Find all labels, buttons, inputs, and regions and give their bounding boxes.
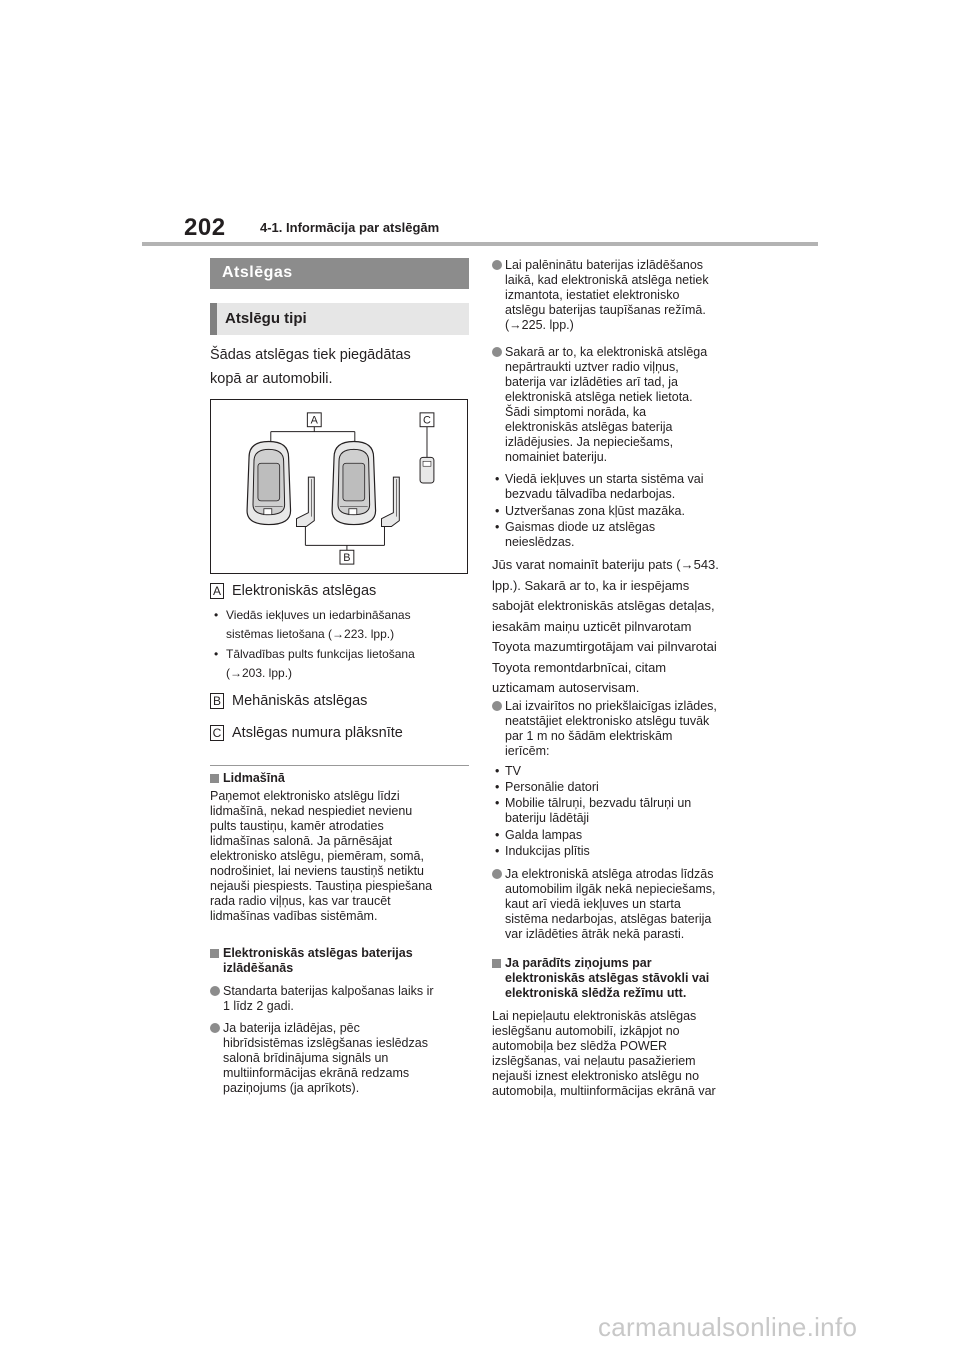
lidmasina-heading <box>210 771 470 786</box>
heading-text: Lidmašīnā <box>223 771 285 785</box>
text-line: izlādējusies. Ja nepieciešams, <box>505 435 674 449</box>
text-line: neieslēdzas. <box>505 535 575 549</box>
text-line: izslēgšanas, vai neļautu pasažieriem <box>492 1054 696 1068</box>
text-line: Šādi simptomi norāda, ka <box>505 405 647 419</box>
heading-text: Atslēgas <box>222 264 293 281</box>
text-line: nejauši iznest elektronisko atslēgu no <box>492 1069 700 1083</box>
text-line: automobilim ilgāk nekā nepieciešams, <box>505 882 716 896</box>
text-line: 1 līdz 2 gadi. <box>223 999 294 1013</box>
watermark: carmanualsonline.info <box>598 1312 858 1342</box>
text-line: Viedā iekļuves un starta sistēma vai <box>505 472 704 486</box>
text-line: uzticamam autoservisam. <box>492 680 640 695</box>
text-line: nomainiet bateriju. <box>505 450 608 464</box>
mechanical-key-1 <box>296 477 314 526</box>
smart-key-2 <box>332 442 375 525</box>
text-line: lidmašīnas salonā. Ja pārnēsājat <box>210 834 393 848</box>
text-line: paziņojums (ja aprīkots). <box>223 1081 360 1095</box>
heading-line: Ja parādīts ziņojums par <box>505 956 652 970</box>
text-line: ieslēgšanu automobilī, izkāpjot no <box>492 1024 680 1038</box>
text-line: automobiļa, multiinformācijas ekrānā var <box>492 1084 716 1098</box>
right-note-2 <box>492 345 754 465</box>
text-line: Gaismas diode uz atslēgas <box>505 520 656 534</box>
text-line: (→225. lpp.) <box>505 318 574 332</box>
text-line: Toyota mazumtirgotājam vai pilnvarotai <box>492 639 717 654</box>
text-line: elektroniskās atslēgas baterija <box>505 420 673 434</box>
text-line: multiinformācijas ekrānā redzams <box>223 1066 410 1080</box>
text-line: Ja baterija izlādējas, pēc <box>223 1021 360 1035</box>
device-lamps: • Galda lampas <box>492 828 754 843</box>
text-line: Jūs varat nomainīt bateriju pats (→543. <box>492 557 719 572</box>
item-a <box>210 583 376 599</box>
figure-label-c: C <box>423 414 431 427</box>
text-line: lidmašīnā, nekad nespiediet nevienu <box>210 804 413 818</box>
symptom-1: • Viedā iekļuves un starta sistēma vai bezvadu tālvadība nedarbojas. <box>492 472 754 502</box>
bullet-line: Tālvadības pults funkcijas lietošana <box>226 647 415 661</box>
text-line: bezvadu tālvadība nedarbojas. <box>505 487 676 501</box>
text-line: var izlādēties ātrāk nekā parasti. <box>505 927 685 941</box>
bullet-circle-icon <box>492 260 502 270</box>
symptom-3: • Gaismas diode uz atslēgas neieslēdzas. <box>492 520 754 550</box>
text-line: lpp.). Sakarā ar to, ka ir iespējams <box>492 577 690 593</box>
text-line: Sakarā ar to, ka elektroniskā atslēga <box>505 345 708 359</box>
bullet-circle-icon <box>492 701 502 711</box>
text-line: nepārtraukti uztver radio viļņus, <box>505 360 679 374</box>
right-note-3 <box>492 699 756 759</box>
bullet-line: Viedās iekļuves un iedarbināšanas <box>226 608 411 622</box>
device-induction: • Indukcijas plītis <box>492 844 754 859</box>
item-c-text: Atslēgas numura plāksnīte <box>232 725 403 741</box>
text-line: nejauši piespiests. Taustiņa piespiešana <box>210 879 433 893</box>
bullet-line: (→203. lpp.) <box>226 666 293 680</box>
text-line: kaut arī viedā iekļuves un starta <box>505 897 681 911</box>
subheading-text: Atslēgu tipi <box>225 310 307 327</box>
text-line: ierīcēm: <box>505 744 550 758</box>
text-line: bateriju lādētāji <box>505 811 590 825</box>
battery-heading <box>210 946 472 976</box>
section-title: 4-1. Informācija par atslēgām <box>260 220 440 235</box>
text-line: Uztveršanas zona kļūst mazāka. <box>505 504 685 518</box>
text-line: Mobilie tālruņi, bezvadu tālruņi un <box>505 796 692 810</box>
mechanical-key-2 <box>382 477 400 526</box>
battery-note-1 <box>210 984 472 1014</box>
right-note-4 <box>492 867 756 942</box>
text-line: nodrošiniet, lai neviens taustiņš netiktu <box>210 864 425 878</box>
text-line: pults taustiņu, kamēr atrodaties <box>210 819 384 833</box>
figure-label-b: B <box>343 552 351 565</box>
battery-note-2 <box>210 1021 472 1096</box>
text-line: elektroniskā atslēga netiek lietota. <box>505 390 693 404</box>
text-line: Lai palēninātu baterijas izlādēšanos <box>505 258 704 272</box>
text-line: Indukcijas plītis <box>505 844 590 858</box>
label-b-box: B <box>210 693 224 709</box>
item-a-bullet-1: • Viedās iekļuves un iedarbināšanas sistēmas lietošana (→223. lpp.) <box>214 606 470 644</box>
device-pc: • Personālie datori <box>492 780 754 795</box>
text-line: Standarta baterijas kalpošanas laiks ir <box>223 984 434 998</box>
subheading-atslegu-tipi <box>210 303 469 335</box>
text-line: laikā, kad elektroniskā atslēga netiek <box>505 273 709 287</box>
text-line: automobiļa bez slēdža POWER <box>492 1039 668 1053</box>
text-line: Toyota remontdarbnīcai, citam <box>492 659 667 675</box>
smart-key-1 <box>247 442 290 525</box>
text-line: elektronisko atslēgu, piemēram, somā, <box>210 849 424 863</box>
key-number-plate <box>420 457 434 483</box>
text-line: Personālie datori <box>505 780 599 794</box>
device-tv: • TV <box>492 764 754 779</box>
intro-text <box>210 343 470 391</box>
intro-line: Šādas atslēgas tiek piegādātas <box>210 347 411 363</box>
label-a-box: A <box>210 583 224 599</box>
text-line: salonā brīdinājuma signāls un <box>223 1051 389 1065</box>
text-line: hibrīdsistēmas izslēgšanas ieslēdzas <box>223 1036 428 1050</box>
message-paragraph <box>492 1009 756 1099</box>
item-b-text: Mehāniskās atslēgas <box>232 693 368 709</box>
item-a-bullet-2: • Tālvadības pults funkcijas lietošana (→203. lpp.) <box>214 645 470 683</box>
section-divider <box>210 765 469 766</box>
bullet-circle-icon <box>492 347 502 357</box>
text-line: Ja elektroniskā atslēga atrodas līdzās <box>505 867 714 881</box>
heading-line: Elektroniskās atslēgas baterijas <box>223 946 413 960</box>
item-c <box>210 725 403 741</box>
lidmasina-paragraph <box>210 789 472 924</box>
bullet-line: sistēmas lietošana (→223. lpp.) <box>226 627 395 641</box>
text-line: sistēma nedarbojas, atslēgas baterija <box>505 912 712 926</box>
heading-line: izlādēšanās <box>223 961 294 975</box>
text-line: Lai nepieļautu elektroniskās atslēgas <box>492 1009 697 1023</box>
symptom-2: • Uztveršanas zona kļūst mazāka. <box>492 504 754 519</box>
text-line: TV <box>505 764 521 778</box>
page-number: 202 <box>184 214 226 241</box>
text-line: Galda lampas <box>505 828 583 842</box>
item-b <box>210 693 367 709</box>
figure-label-a: A <box>310 414 318 427</box>
intro-line: kopā ar automobili. <box>210 371 333 387</box>
text-line: lidmašīnas vadības sistēmām. <box>210 909 378 923</box>
text-line: iesakām maiņu uzticēt pilnvarotam <box>492 618 692 634</box>
text-line: rada radio viļņus, kas var traucēt <box>210 894 391 908</box>
keys-illustration <box>211 400 467 573</box>
device-phones: • Mobilie tālruņi, bezvadu tālruņi un bateriju lādētāji <box>492 796 754 826</box>
right-note-1 <box>492 258 754 333</box>
label-c-box: C <box>210 725 224 741</box>
heading-line: elektroniskā slēdža režīmu utt. <box>505 986 687 1000</box>
text-line: Paņemot elektronisko atslēgu līdzi <box>210 789 400 803</box>
text-line: par 1 m no šādām elektriskām <box>505 729 673 743</box>
heading-atslegas <box>210 258 469 289</box>
message-heading <box>492 956 756 1001</box>
heading-line: elektroniskās atslēgas stāvokli vai <box>505 971 710 985</box>
bullet-circle-icon <box>492 869 502 879</box>
header-rule <box>142 242 818 246</box>
replace-battery-paragraph <box>492 555 756 699</box>
keys-figure <box>210 399 468 574</box>
text-line: baterija var izlādēties arī tad, ja <box>505 375 679 389</box>
bullet-circle-icon <box>210 1023 220 1033</box>
text-line: sabojāt elektroniskās atslēgas detaļas, <box>492 598 715 613</box>
text-line: Lai izvairītos no priekšlaicīgas izlādes, <box>505 699 717 713</box>
item-a-text: Elektroniskās atslēgas <box>232 583 377 599</box>
text-line: neatstājiet elektronisko atslēgu tuvāk <box>505 714 710 728</box>
text-line: izmantota, iestatiet elektronisko <box>505 288 680 302</box>
text-line: atslēgu baterijas taupīšanas režīmā. <box>505 303 706 317</box>
bullet-circle-icon <box>210 986 220 996</box>
